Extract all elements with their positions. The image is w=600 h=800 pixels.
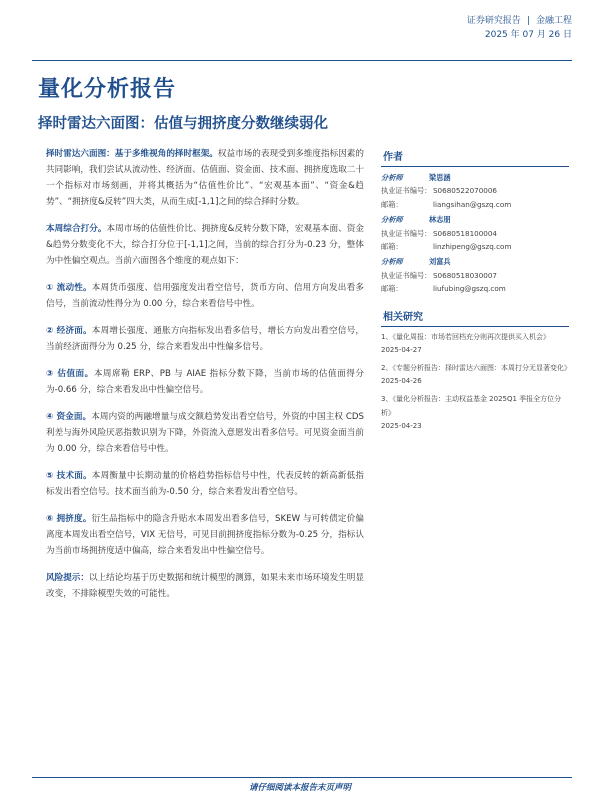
author-card (381, 213, 569, 253)
dimension-label: ① 流动性。 (46, 283, 92, 293)
author-card (381, 171, 569, 211)
author-card (381, 255, 569, 295)
dimension-item-liquidity (46, 280, 364, 312)
intro-text: 权益市场的表现受到多维度指标因素的共同影响，我们尝试从流动性、经济面、估值面、资金面、技术面、拥挤度选取二十一个指标对市场刻画，并将其概括为“估值性价比”、“宏观基本面”、“资金&趋势”、“拥挤度&反转”四大类，从而生成[-1,1]之间的综合择时分数。 (46, 149, 364, 207)
related-title[interactable]: 3、《量化分析报告：主动权益基金 2025Q1 季报全方位分析》 (381, 395, 562, 417)
dimension-text: 本周货币强度、信用强度发出看空信号，货币方向、信用方向发出看多信号，当前流动性得分为 0.00 分，综合来看信号中性。 (46, 283, 364, 309)
header-divider (32, 60, 572, 61)
dimension-item-economy (46, 323, 364, 355)
header-date: 2025 年 07 月 26 日 (484, 30, 572, 40)
dimension-item-crowding (46, 511, 364, 559)
dimension-item-capital (46, 409, 364, 457)
header-sub-category: 金融工程 (535, 16, 572, 26)
dimension-label: ⑤ 技术面。 (46, 471, 92, 481)
cert-number: S0680522070006 (433, 186, 498, 196)
related-title[interactable]: 2、《专题分析报告：择时雷达六面图：本周打分无显著变化》 (381, 364, 571, 373)
report-title: 择时雷达六面图：估值与拥挤度分数继续弱化 (38, 116, 328, 132)
author-role: 分析师 (381, 257, 403, 267)
dimension-text: 本周内资的两融增量与成交额趋势发出看空信号，外资的中国主权 CDS 利差与海外风险厌恶指数识别为下降，外资流入意愿发出看多信号。可见资金面当前为 0.00 分，综合来看信号中性。 (46, 412, 364, 454)
risk-paragraph (46, 570, 364, 602)
related-item[interactable] (381, 331, 569, 357)
cert-number: S0680518030007 (433, 270, 498, 280)
author-email[interactable]: linzhipeng@gszq.com (433, 242, 512, 252)
related-date: 2025-04-23 (381, 421, 422, 430)
cert-label: 执业证书编号： (381, 270, 432, 280)
summary-label: 本周综合打分。 (46, 224, 107, 234)
main-content (46, 146, 364, 609)
cert-number: S0680518100004 (433, 228, 498, 238)
related-date: 2025-04-27 (381, 345, 422, 354)
cert-label: 执业证书编号： (381, 228, 432, 238)
summary-text: 本周市场的估值性价比、拥挤度&反转分数下降，宏观基本面、资金&趋势分数变化不大，综合打分位于[-1,1]之间，当前的综合打分为-0.23 分，整体为中性偏空观点。当前六面图各个维度的观点如下： (46, 224, 364, 266)
related-item[interactable] (381, 393, 569, 433)
intro-paragraph (46, 146, 364, 210)
dimension-text: 本周增长强度、通胀方向指标发出看多信号，增长方向发出看空信号，当前经济面得分为 0.25 分，综合来看发出中性偏多信号。 (46, 326, 364, 352)
author-name: 梁思涵 (429, 173, 451, 182)
author-name: 刘富兵 (429, 257, 451, 267)
author-email[interactable]: liangsihan@gszq.com (433, 199, 512, 209)
author-role: 分析师 (381, 215, 403, 225)
dimension-item-technical (46, 468, 364, 500)
author-role: 分析师 (381, 173, 403, 182)
risk-label: 风险提示： (46, 573, 89, 583)
dimension-text: 本周席勒 ERP、PB 与 AIAE 指标分数下降，当前市场的估值面得分为-0.66 分，综合来看发出中性偏空信号。 (46, 369, 364, 395)
email-label: 邮箱： (381, 284, 403, 294)
summary-paragraph (46, 221, 364, 269)
dimension-label: ④ 资金面。 (46, 412, 92, 422)
email-label: 邮箱： (381, 242, 403, 252)
related-date: 2025-04-26 (381, 377, 422, 386)
authors-heading: 作者 (381, 146, 569, 167)
dimension-label: ⑥ 拥挤度。 (46, 514, 92, 524)
cert-label: 执业证书编号： (381, 186, 432, 196)
dimension-label: ② 经济面。 (46, 326, 92, 336)
intro-label: 择时雷达六面图：基于多维视角的择时框架。 (46, 149, 218, 159)
related-item[interactable] (381, 362, 569, 388)
header-meta (467, 14, 572, 42)
author-name: 林志朋 (429, 215, 451, 225)
sidebar (381, 146, 569, 438)
dimension-item-valuation (46, 366, 364, 398)
related-heading: 相关研究 (381, 306, 569, 327)
report-type: 量化分析报告 (38, 77, 177, 102)
header-separator: | (526, 16, 530, 26)
risk-text: 以上结论均基于历史数据和统计模型的测算，如果未来市场环境发生明显改变，不排除模型失效的可能性。 (46, 573, 364, 599)
header-category: 证券研究报告 (466, 16, 521, 26)
author-email[interactable]: liufubing@gszq.com (433, 284, 506, 294)
dimension-label: ③ 估值面。 (46, 369, 94, 379)
email-label: 邮箱： (381, 199, 403, 209)
dimension-text: 衍生品指标中的隐含升贴水本周发出看多信号，SKEW 与可转债定价偏离度本周发出看空信号，VIX 无信号，可见目前拥挤度指标分数为-0.25 分，指标认为当前市场拥挤度适中偏高，综合来看发出中性偏空信号。 (46, 514, 364, 556)
related-title[interactable]: 1、《量化周报：市场若回档充分则再次提供买入机会》 (381, 332, 550, 341)
dimension-text: 本周衡量中长期动量的价格趋势指标信号中性，代表反转的新高新低指标发出看空信号。技术面当前为-0.50 分，综合来看发出看空信号。 (46, 471, 364, 497)
footer-divider (32, 777, 572, 778)
footer-disclaimer: 请仔细阅读本报告末页声明 (248, 783, 351, 793)
